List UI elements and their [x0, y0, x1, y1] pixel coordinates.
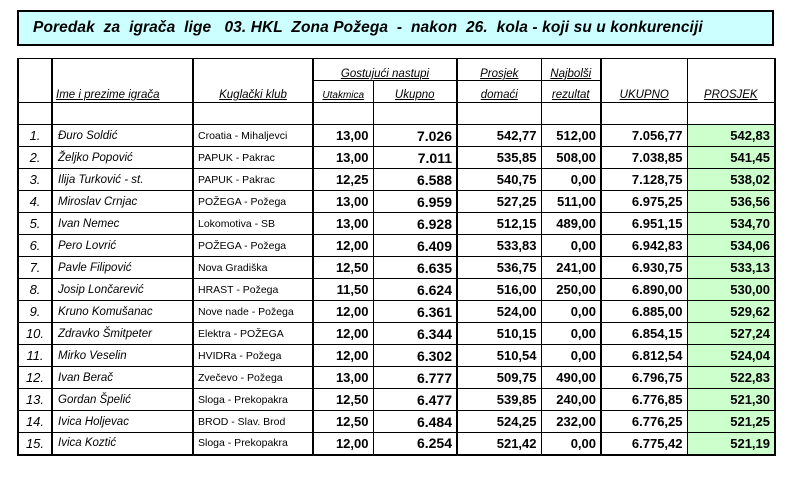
total-cell: 7.038,85 — [601, 147, 687, 169]
best-result-cell: 250,00 — [541, 279, 601, 301]
away-total-cell: 6.928 — [373, 213, 457, 235]
table-row — [18, 169, 775, 191]
away-total-cell: 6.484 — [373, 411, 457, 433]
club-cell: Nova Gradiška — [193, 257, 313, 279]
best-result-cell: 511,00 — [541, 191, 601, 213]
rank-cell: 12. — [18, 367, 52, 389]
matches-cell: 12,25 — [313, 169, 373, 191]
player-name-cell: Ivan Berač — [52, 367, 193, 389]
total-cell: 6.775,42 — [601, 433, 687, 455]
average-cell: 529,62 — [687, 301, 775, 323]
player-name-cell: Pero Lovrić — [52, 235, 193, 257]
matches-cell: 12,00 — [313, 323, 373, 345]
header-club: Kuglački klub — [193, 59, 313, 103]
table-row — [18, 257, 775, 279]
club-cell: Sloga - Prekopakra — [193, 433, 313, 455]
matches-cell: 12,00 — [313, 235, 373, 257]
home-average-cell: 539,85 — [457, 389, 541, 411]
away-total-cell: 6.624 — [373, 279, 457, 301]
away-total-cell: 6.777 — [373, 367, 457, 389]
rank-cell: 7. — [18, 257, 52, 279]
header-matches: Utakmica — [313, 81, 373, 103]
matches-cell: 13,00 — [313, 147, 373, 169]
away-total-cell: 6.959 — [373, 191, 457, 213]
rank-cell: 4. — [18, 191, 52, 213]
club-cell: POŽEGA - Požega — [193, 191, 313, 213]
away-total-cell: 6.409 — [373, 235, 457, 257]
table-row — [18, 235, 775, 257]
average-cell: 533,13 — [687, 257, 775, 279]
table-row — [18, 433, 775, 455]
matches-cell: 12,00 — [313, 301, 373, 323]
away-total-cell: 6.588 — [373, 169, 457, 191]
header-average: PROSJEK — [687, 59, 775, 103]
page-title: Poredak za igrača lige 03. HKL Zona Požega - nakon 26. kola - koji su u konkurenciji — [33, 19, 703, 36]
player-name-cell: Josip Lončarević — [52, 279, 193, 301]
home-average-cell: 536,75 — [457, 257, 541, 279]
player-name-cell: Pavle Filipović — [52, 257, 193, 279]
rank-cell: 5. — [18, 213, 52, 235]
matches-cell: 12,50 — [313, 257, 373, 279]
player-name-cell: Miroslav Crnjac — [52, 191, 193, 213]
club-cell: POŽEGA - Požega — [193, 235, 313, 257]
table-row — [18, 147, 775, 169]
best-result-cell: 241,00 — [541, 257, 601, 279]
away-total-cell: 6.302 — [373, 345, 457, 367]
matches-cell: 12,00 — [313, 433, 373, 455]
table-row — [18, 389, 775, 411]
total-cell: 6.812,54 — [601, 345, 687, 367]
average-cell: 536,56 — [687, 191, 775, 213]
total-cell: 6.776,85 — [601, 389, 687, 411]
club-cell: HVIDRa - Požega — [193, 345, 313, 367]
player-name-cell: Gordan Špelić — [52, 389, 193, 411]
club-cell: Lokomotiva - SB — [193, 213, 313, 235]
rank-cell: 3. — [18, 169, 52, 191]
table-row — [18, 213, 775, 235]
player-name-cell: Đuro Soldić — [52, 125, 193, 147]
rank-cell: 9. — [18, 301, 52, 323]
away-total-cell: 6.477 — [373, 389, 457, 411]
home-average-cell: 512,15 — [457, 213, 541, 235]
rank-cell: 2. — [18, 147, 52, 169]
club-cell: Nove nade - Požega — [193, 301, 313, 323]
header-best-top: Najbolši — [541, 59, 601, 81]
best-result-cell: 0,00 — [541, 235, 601, 257]
matches-cell: 13,00 — [313, 191, 373, 213]
home-average-cell: 527,25 — [457, 191, 541, 213]
header-total: UKUPNO — [601, 59, 687, 103]
matches-cell: 13,00 — [313, 213, 373, 235]
matches-cell: 13,00 — [313, 367, 373, 389]
total-cell: 6.885,00 — [601, 301, 687, 323]
player-name-cell: Kruno Komušanac — [52, 301, 193, 323]
rank-cell: 8. — [18, 279, 52, 301]
total-cell: 7.128,75 — [601, 169, 687, 191]
away-total-cell: 6.635 — [373, 257, 457, 279]
average-cell: 521,30 — [687, 389, 775, 411]
rank-cell: 13. — [18, 389, 52, 411]
total-cell: 6.975,25 — [601, 191, 687, 213]
club-cell: Croatia - Mihaljevci — [193, 125, 313, 147]
home-average-cell: 540,75 — [457, 169, 541, 191]
average-cell: 530,00 — [687, 279, 775, 301]
average-cell: 542,83 — [687, 125, 775, 147]
rank-cell: 10. — [18, 323, 52, 345]
header-spacer — [18, 103, 775, 125]
best-result-cell: 489,00 — [541, 213, 601, 235]
home-average-cell: 521,42 — [457, 433, 541, 455]
average-cell: 541,45 — [687, 147, 775, 169]
rank-cell: 11. — [18, 345, 52, 367]
rank-cell: 1. — [18, 125, 52, 147]
average-cell: 538,02 — [687, 169, 775, 191]
best-result-cell: 0,00 — [541, 169, 601, 191]
home-average-cell: 509,75 — [457, 367, 541, 389]
matches-cell: 12,00 — [313, 345, 373, 367]
total-cell: 6.942,83 — [601, 235, 687, 257]
club-cell: Elektra - POŽEGA — [193, 323, 313, 345]
average-cell: 534,70 — [687, 213, 775, 235]
home-average-cell: 535,85 — [457, 147, 541, 169]
club-cell: BROD - Slav. Brod — [193, 411, 313, 433]
club-cell: HRAST - Požega — [193, 279, 313, 301]
total-cell: 6.796,75 — [601, 367, 687, 389]
home-average-cell: 510,15 — [457, 323, 541, 345]
rank-cell: 14. — [18, 411, 52, 433]
average-cell: 527,24 — [687, 323, 775, 345]
table-row — [18, 411, 775, 433]
average-cell: 521,25 — [687, 411, 775, 433]
player-name-cell: Ilija Turković - st. — [52, 169, 193, 191]
club-cell: Zvečevo - Požega — [193, 367, 313, 389]
home-average-cell: 524,00 — [457, 301, 541, 323]
player-name-cell: Ivica Koztić — [52, 433, 193, 455]
home-average-cell: 510,54 — [457, 345, 541, 367]
player-name-cell: Ivica Holjevac — [52, 411, 193, 433]
away-total-cell: 6.344 — [373, 323, 457, 345]
player-name-cell: Mirko Veselin — [52, 345, 193, 367]
club-cell: Sloga - Prekopakra — [193, 389, 313, 411]
rank-cell: 6. — [18, 235, 52, 257]
average-cell: 521,19 — [687, 433, 775, 455]
total-cell: 6.776,25 — [601, 411, 687, 433]
table-row — [18, 191, 775, 213]
best-result-cell: 512,00 — [541, 125, 601, 147]
header-row-top — [18, 59, 775, 81]
standings-table — [17, 58, 776, 456]
header-avg-home-top: Prosjek — [457, 59, 541, 81]
home-average-cell: 533,83 — [457, 235, 541, 257]
best-result-cell: 232,00 — [541, 411, 601, 433]
club-cell: PAPUK - Pakrac — [193, 169, 313, 191]
best-result-cell: 240,00 — [541, 389, 601, 411]
total-cell: 6.951,15 — [601, 213, 687, 235]
club-cell: PAPUK - Pakrac — [193, 147, 313, 169]
best-result-cell: 490,00 — [541, 367, 601, 389]
header-avg-home: domaći — [457, 81, 541, 103]
best-result-cell: 0,00 — [541, 345, 601, 367]
header-name: Ime i prezime igrača — [52, 59, 193, 103]
table-row — [18, 323, 775, 345]
total-cell: 6.854,15 — [601, 323, 687, 345]
total-cell: 6.890,00 — [601, 279, 687, 301]
rank-cell: 15. — [18, 433, 52, 455]
table-row — [18, 367, 775, 389]
table-row — [18, 345, 775, 367]
header-away-group: Gostujući nastupi — [313, 59, 457, 81]
matches-cell: 12,50 — [313, 389, 373, 411]
matches-cell: 11,50 — [313, 279, 373, 301]
away-total-cell: 6.254 — [373, 433, 457, 455]
table-row — [18, 301, 775, 323]
best-result-cell: 0,00 — [541, 301, 601, 323]
home-average-cell: 542,77 — [457, 125, 541, 147]
title-banner — [17, 10, 774, 46]
matches-cell: 13,00 — [313, 125, 373, 147]
total-cell: 6.930,75 — [601, 257, 687, 279]
table-row — [18, 279, 775, 301]
best-result-cell: 0,00 — [541, 433, 601, 455]
player-name-cell: Zdravko Šmitpeter — [52, 323, 193, 345]
matches-cell: 12,50 — [313, 411, 373, 433]
table-row — [18, 125, 775, 147]
average-cell: 522,83 — [687, 367, 775, 389]
average-cell: 524,04 — [687, 345, 775, 367]
header-best: rezultat — [541, 81, 601, 103]
player-name-cell: Željko Popović — [52, 147, 193, 169]
best-result-cell: 508,00 — [541, 147, 601, 169]
away-total-cell: 7.011 — [373, 147, 457, 169]
home-average-cell: 524,25 — [457, 411, 541, 433]
header-rank — [18, 59, 52, 103]
best-result-cell: 0,00 — [541, 323, 601, 345]
player-name-cell: Ivan Nemec — [52, 213, 193, 235]
away-total-cell: 7.026 — [373, 125, 457, 147]
away-total-cell: 6.361 — [373, 301, 457, 323]
average-cell: 534,06 — [687, 235, 775, 257]
header-away-total: Ukupno — [373, 81, 457, 103]
home-average-cell: 516,00 — [457, 279, 541, 301]
total-cell: 7.056,77 — [601, 125, 687, 147]
